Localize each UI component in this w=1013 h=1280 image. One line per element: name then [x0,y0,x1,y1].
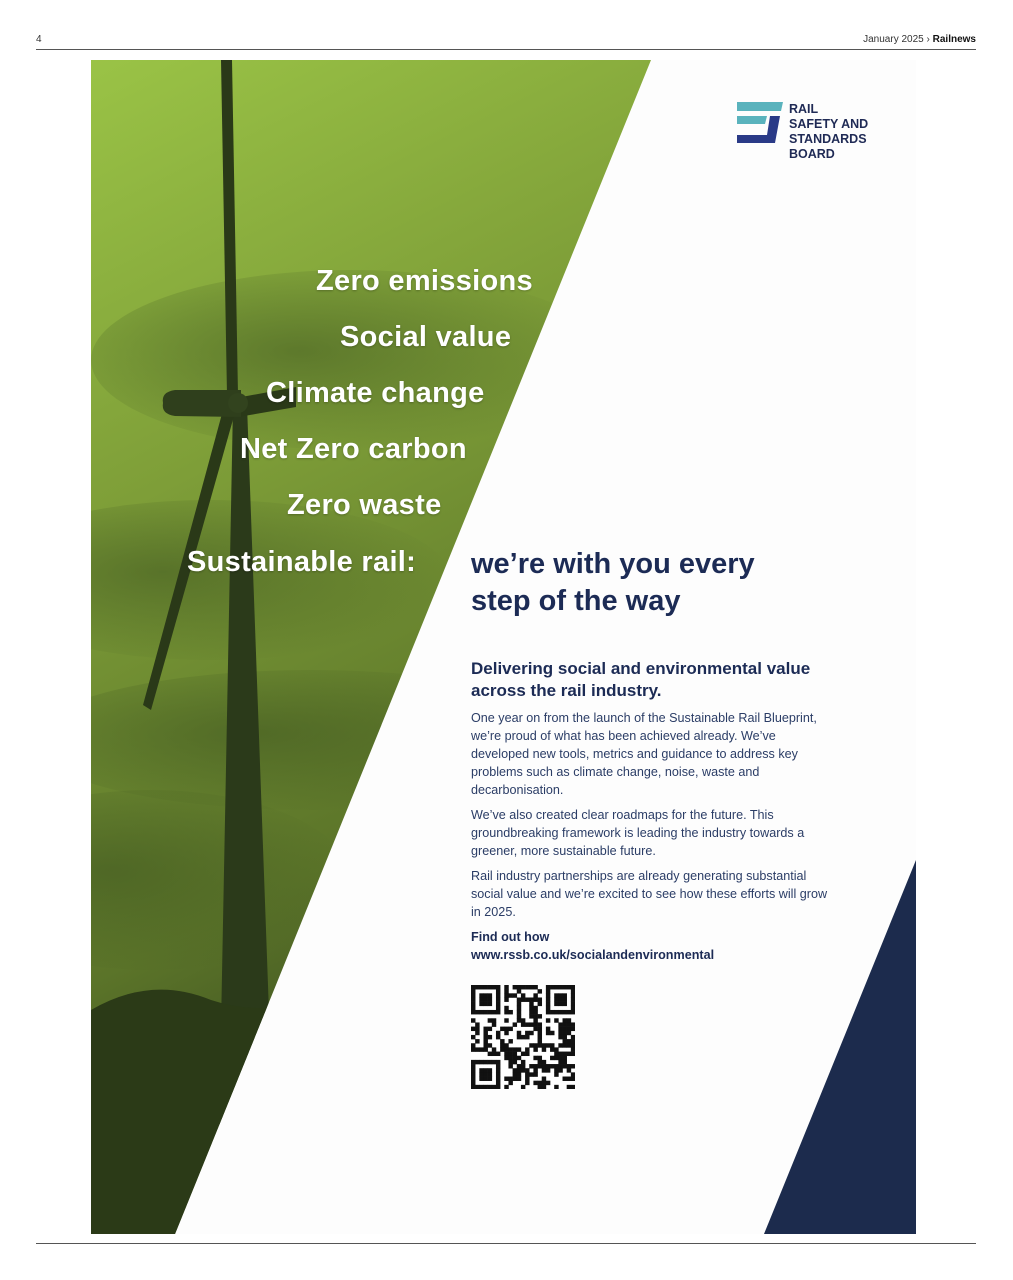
paragraph: We’ve also created clear roadmaps for the future. This groundbreaking framework is leading the industry towards a greener, more sustainable future. [471,808,805,858]
footer-rule [36,1243,976,1244]
tagline-line: step of the way [471,585,681,617]
rssb-logo-text [789,102,868,162]
advertisement [91,60,916,1234]
page-number: 4 [36,34,42,45]
issue-line [863,34,976,45]
keyword-climate-change: Climate change [266,377,485,409]
keyword-sustainable-rail: Sustainable rail: [187,546,417,578]
paragraph: One year on from the launch of the Sustainable Rail Blueprint, we’re proud of what has been achieved already. We’ve developed new tools, metrics and guidance to address key problems such as climate change, noise, waste and decarbonisation. [471,711,817,797]
rssb-logo-mark [737,102,783,144]
publication-name: Railnews [932,34,976,45]
header-rule [36,49,976,50]
qr-code[interactable] [471,985,575,1089]
logo-line: BOARD [789,147,835,161]
keyword-zero-emissions: Zero emissions [316,265,533,297]
keyword-zero-waste: Zero waste [287,489,442,521]
logo-line: STANDARDS [789,132,867,146]
cta-url[interactable]: www.rssb.co.uk/socialandenvironmental [471,948,715,962]
keyword-social-value: Social value [340,321,512,353]
cta-line: Find out how [471,930,550,944]
keyword-net-zero-carbon: Net Zero carbon [240,433,467,465]
subheading: Delivering social and environmental value across the rail industry. [471,659,811,700]
body-copy [471,658,831,964]
tagline-line: we’re with you every [471,548,755,580]
logo-line: SAFETY AND [789,117,869,131]
logo-line: RAIL [789,102,819,116]
issue-date: January 2025 [863,34,924,45]
paragraph: Rail industry partnerships are already generating substantial social value and we’re excited to see how these efforts will grow in 2025. [471,869,828,919]
issue-separator: › [926,34,930,45]
rssb-logo [737,102,887,172]
tagline [471,546,755,620]
